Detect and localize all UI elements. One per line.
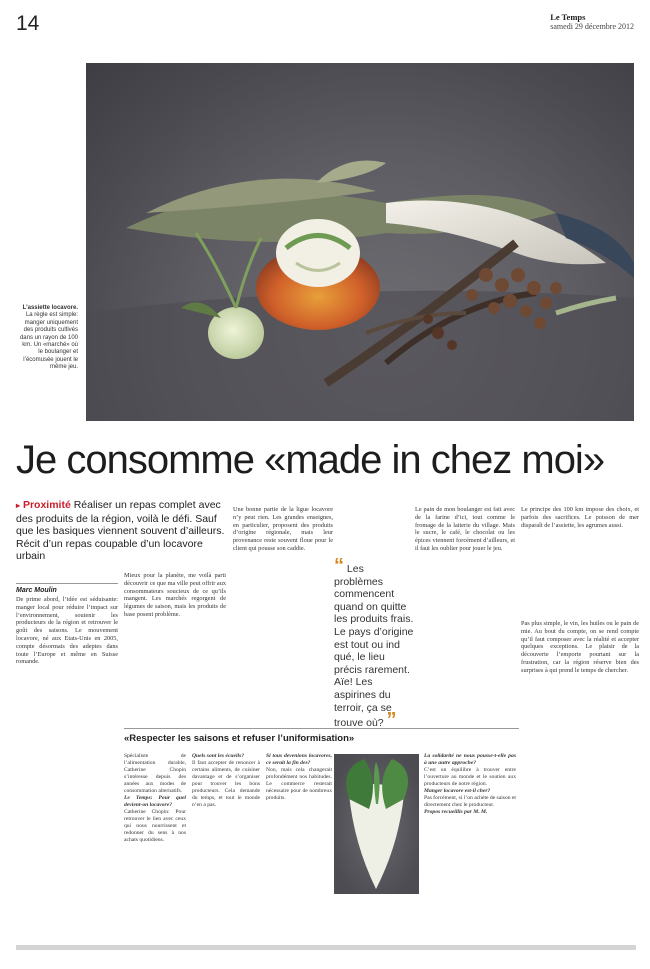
kicker (16, 499, 71, 511)
page-header (0, 0, 650, 48)
still-life-vegetables-image (86, 63, 634, 421)
bok-choy-photo (334, 754, 419, 894)
interview-column-3 (266, 753, 332, 802)
interview-answer: Pas forcément, si l’on achète de saison et directement chez le producteur. (424, 795, 516, 808)
lede-text: Réaliser un repas complet avec des produits de la région, voilà le défi. Sauf que les basiques viennent souvent d’ailleurs. Récit d’un repas coupable d’un locavore urbain (16, 499, 225, 563)
kicker-label: Proximité (22, 499, 71, 511)
page-number: 14 (16, 12, 40, 35)
body-column-6: Pas plus simple, le vin, les huiles ou le pain de mie. Au bout du compte, on se rend compte qu’il faut composer avec la réalité et accepter quelques exceptions. Le plaisir de la découverte l’emporte pourtant sur la frustration, car la région réserve bien des surprises à qui prend le temps de chercher. (521, 620, 639, 674)
interview-column-1 (124, 753, 186, 844)
body-column-4: Le pain de mon boulanger est fait avec de la farine d’ici, tout comme le fromage de la laiterie du village. Mais le sucre, le café, le chocolat ou les épices viennent forcément d’ailleurs, et il faut les oublier pour jouer le jeu. (415, 506, 515, 552)
interview-answer: C’est un équilibre à trouver entre l’ouverture au monde et le soutien aux producteurs de notre région. (424, 767, 516, 787)
triangle-right-icon: ▸ (16, 501, 21, 510)
masthead (550, 12, 634, 31)
interview-question: Si tous devenions locavores, ce serait la fin des? (266, 753, 332, 766)
interview-question: Quels sont les écueils? (192, 753, 245, 759)
caption-title: L’assiette locavore. (22, 305, 78, 311)
caption-body: La règle est simple: manger uniquement des produits cultivés dans un rayon de 100 km. Un «marché» où le boulanger et l’écomusée jouent le même jeu. (19, 312, 78, 371)
byline: Marc Moulin (16, 583, 118, 594)
interview-credit: Propos recueillis par M. M. (424, 809, 488, 815)
pull-quote (334, 555, 414, 732)
interview-column-4 (424, 753, 516, 816)
masthead-date: samedi 29 décembre 2012 (550, 22, 634, 31)
interview-question: Manger locavore est-il cher? (424, 788, 491, 794)
interview-title: «Respecter les saisons et refuser l’uniformisation» (124, 733, 355, 744)
body-column-2: Mieux pour la planète, me voilà parti découvrir ce que ma ville peut offrir aux consommateurs soucieux de ce qu’ils mangent. Les marchés regorgent de légumes de saison, mais les produits de base posent problème. (124, 572, 226, 618)
interview-question: Le Temps: Pour quel devient-on locavore? (124, 795, 186, 808)
article-lede (16, 499, 230, 563)
double-quote-close-icon: ” (386, 709, 397, 732)
interview-answer: Non, mais cela changerait profondément nos habitudes. Le commerce resterait nécessaire pour de nombreux produits. (266, 767, 332, 801)
footer-bar (16, 945, 636, 950)
interview-column-2 (192, 753, 260, 809)
interview-intro: Spécialiste de l’alimentation durable, Catherine Chopin s’intéresse depuis des années aux modes de consommation alternatifs. (124, 753, 186, 794)
photo-caption (16, 305, 78, 372)
body-column-1: De prime abord, l’idée est séduisante: manger local pour réduire l’impact sur l’environnement, soutenir les producteurs de la région et retrouver le goût des saisons. Le mouvement locavore, né aux Etats-Unis en 2005, compte désormais des adeptes dans toute l’Europe et même en Suisse romande. (16, 596, 118, 666)
main-photo (86, 63, 634, 421)
masthead-name: Le Temps (550, 12, 586, 22)
interview-question: La solidarité ne nous pousse-t-elle pas à une autre approche? (424, 753, 516, 766)
pull-quote-text: Les problèmes commencent quand on quitte les produits frais. Le pays d’origine est tout ou ind qué, le lieu précis rarement. Aïe! Les aspirines du terroir, ça se trouve où? (334, 563, 414, 730)
interview-answer: Catherine Chopin: Pour retrouver le lien avec ceux qui nous nourrissent et redonner du sens à nos achats quotidiens. (124, 809, 186, 843)
bok-choy-image (334, 754, 419, 894)
interview-answer: Il faut accepter de renoncer à certains aliments, de cuisiner davantage et de s’organiser pour trouver les bons producteurs. Cela demande du temps, et tout le monde n’en a pas. (192, 760, 260, 808)
body-column-5: Le principe des 100 km impose des choix, et parfois des sacrifices. Le poisson de mer disparaît de l’assiette, les agrumes aussi. (521, 506, 639, 529)
article-headline: Je consomme «made in chez moi» (16, 438, 605, 482)
body-column-3: Une bonne partie de la ligue locavore n’y peut rien. Les grandes enseignes, en particulier, proposent des produits d’origine régionale, mais leur provenance reste souvent floue pour le client qui pousse son caddie. (233, 506, 333, 552)
interview-box (124, 728, 519, 944)
double-quote-icon: “ (334, 555, 344, 577)
